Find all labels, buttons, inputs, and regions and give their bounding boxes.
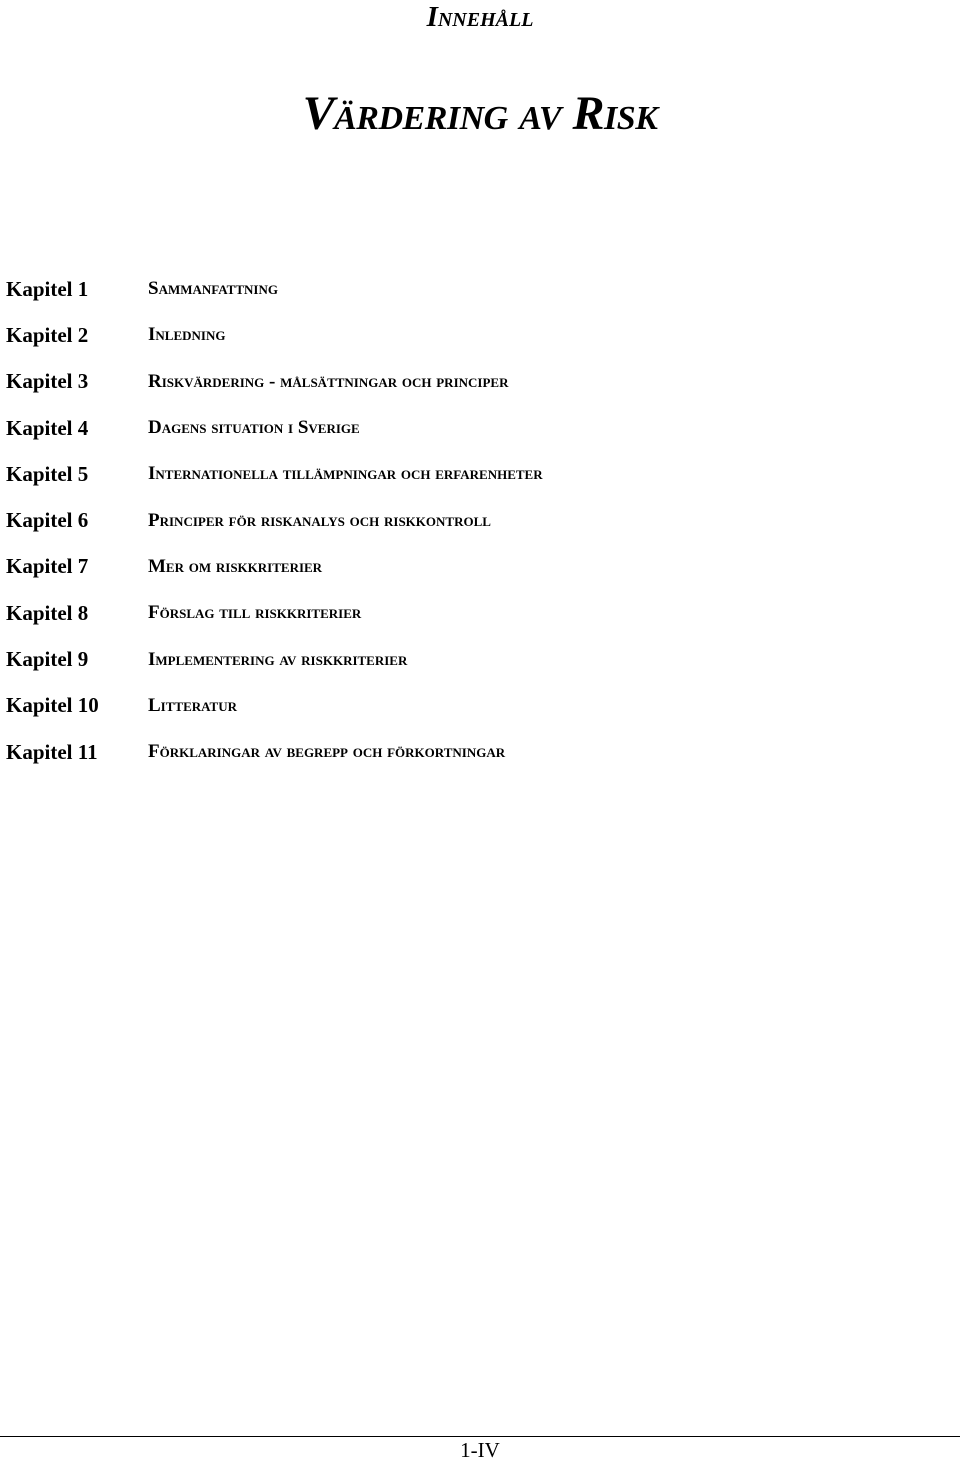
toc-entry-4[interactable] [6, 405, 946, 451]
toc-entry-10[interactable] [6, 683, 946, 729]
toc-entry-2[interactable] [6, 312, 946, 358]
toc-chapter-title: Litteratur [148, 694, 238, 716]
document-title: Värdering av Risk [302, 87, 658, 140]
toc-entry-9[interactable] [6, 636, 946, 682]
toc-chapter-title: Internationella tillämpningar och erfarenheter [148, 463, 543, 485]
toc-chapter-title: Principer för riskanalys och riskkontroll [148, 509, 491, 531]
toc-entry-11[interactable] [6, 729, 946, 775]
toc-entry-6[interactable] [6, 497, 946, 543]
toc-chapter-number: Kapitel 9 [6, 647, 89, 672]
toc-chapter-number: Kapitel 8 [6, 600, 89, 625]
toc-entry-8[interactable] [6, 590, 946, 636]
toc-chapter-title: Inledning [148, 324, 226, 346]
toc-chapter-title: Dagens situation i Sverige [148, 417, 360, 439]
toc-entry-5[interactable] [6, 451, 946, 497]
toc-chapter-title: Riskvärdering - målsättningar och principer [148, 370, 509, 392]
toc-chapter-title: Implementering av riskkriterier [148, 648, 408, 670]
page-number: 1-IV [460, 1438, 500, 1462]
toc-entry-1[interactable] [6, 266, 946, 312]
toc-chapter-number: Kapitel 5 [6, 461, 89, 486]
toc-chapter-number: Kapitel 3 [6, 369, 89, 394]
toc-chapter-number: Kapitel 6 [6, 508, 89, 533]
toc-chapter-number: Kapitel 4 [6, 415, 89, 440]
toc-chapter-title: Sammanfattning [148, 278, 278, 300]
table-of-contents [6, 266, 946, 775]
contents-heading: Innehåll [426, 1, 534, 33]
toc-entry-3[interactable] [6, 359, 946, 405]
toc-chapter-number: Kapitel 7 [6, 554, 89, 579]
toc-chapter-number: Kapitel 1 [6, 276, 89, 301]
toc-entry-7[interactable] [6, 544, 946, 590]
toc-chapter-number: Kapitel 10 [6, 693, 99, 718]
toc-chapter-title: Förklaringar av begrepp och förkortningar [148, 741, 506, 763]
toc-chapter-number: Kapitel 2 [6, 322, 89, 347]
footer-divider [0, 1436, 960, 1437]
toc-chapter-number: Kapitel 11 [6, 739, 98, 764]
toc-chapter-title: Förslag till riskkriterier [148, 602, 362, 624]
toc-chapter-title: Mer om riskkriterier [148, 555, 323, 577]
